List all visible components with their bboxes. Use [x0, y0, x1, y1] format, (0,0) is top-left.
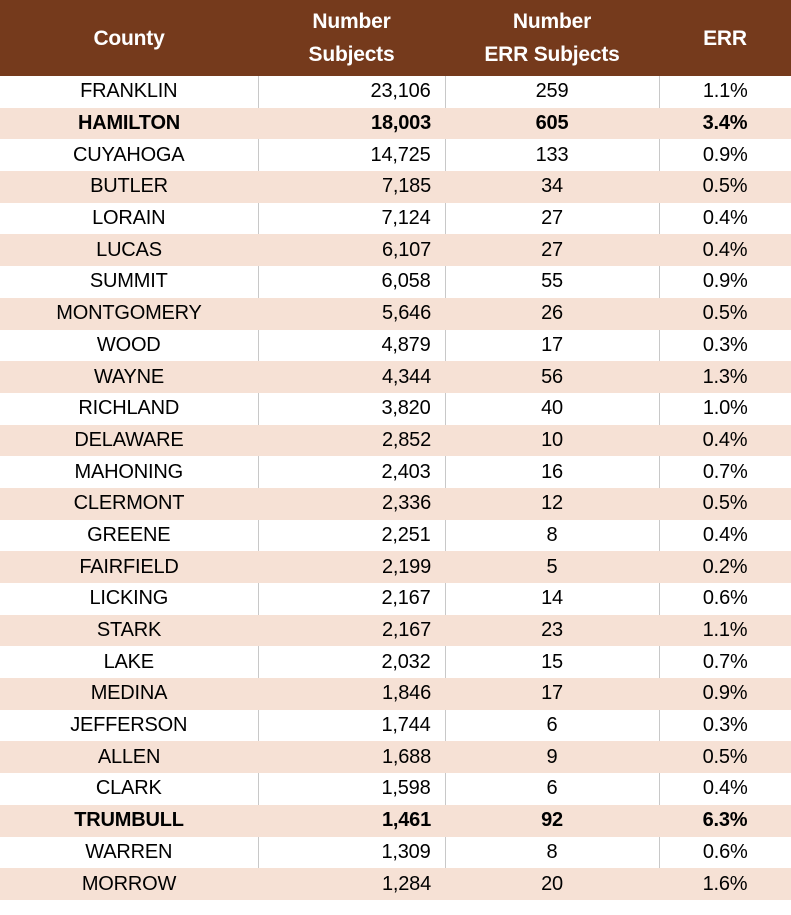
cell-number-err-subjects: 605: [445, 108, 659, 140]
cell-number-subjects: 7,185: [258, 171, 445, 203]
cell-county: MAHONING: [0, 456, 258, 488]
cell-county: GREENE: [0, 520, 258, 552]
table-body: [0, 76, 791, 900]
cell-number-err-subjects: 6: [445, 773, 659, 805]
cell-county: SUMMIT: [0, 266, 258, 298]
table-row: [0, 837, 791, 869]
cell-county: CUYAHOGA: [0, 139, 258, 171]
table-row: [0, 615, 791, 647]
cell-number-err-subjects: 14: [445, 583, 659, 615]
cell-err: 0.7%: [659, 646, 791, 678]
cell-err: 6.3%: [659, 805, 791, 837]
cell-county: MORROW: [0, 868, 258, 900]
cell-number-err-subjects: 23: [445, 615, 659, 647]
cell-number-err-subjects: 16: [445, 456, 659, 488]
table-row: [0, 266, 791, 298]
cell-county: HAMILTON: [0, 108, 258, 140]
table-row: [0, 330, 791, 362]
cell-number-subjects: 6,107: [258, 234, 445, 266]
cell-number-err-subjects: 27: [445, 203, 659, 235]
cell-err: 1.1%: [659, 615, 791, 647]
cell-number-err-subjects: 133: [445, 139, 659, 171]
cell-err: 0.4%: [659, 773, 791, 805]
cell-err: 0.6%: [659, 583, 791, 615]
table-row: [0, 741, 791, 773]
cell-county: MONTGOMERY: [0, 298, 258, 330]
cell-county: FRANKLIN: [0, 76, 258, 108]
cell-county: STARK: [0, 615, 258, 647]
cell-county: LICKING: [0, 583, 258, 615]
cell-number-subjects: 1,461: [258, 805, 445, 837]
cell-number-subjects: 1,309: [258, 837, 445, 869]
cell-err: 0.4%: [659, 520, 791, 552]
cell-err: 0.6%: [659, 837, 791, 869]
table-row: [0, 456, 791, 488]
cell-number-subjects: 2,167: [258, 583, 445, 615]
cell-number-subjects: 7,124: [258, 203, 445, 235]
table-row: [0, 551, 791, 583]
cell-number-err-subjects: 15: [445, 646, 659, 678]
cell-number-err-subjects: 27: [445, 234, 659, 266]
cell-number-subjects: 14,725: [258, 139, 445, 171]
table-row: [0, 520, 791, 552]
header-line: ERR Subjects: [484, 43, 620, 66]
cell-number-subjects: 2,852: [258, 425, 445, 457]
cell-number-subjects: 1,598: [258, 773, 445, 805]
cell-county: MEDINA: [0, 678, 258, 710]
table-row: [0, 139, 791, 171]
cell-number-err-subjects: 17: [445, 678, 659, 710]
cell-number-err-subjects: 9: [445, 741, 659, 773]
cell-err: 0.4%: [659, 234, 791, 266]
cell-err: 0.4%: [659, 425, 791, 457]
cell-number-subjects: 1,284: [258, 868, 445, 900]
cell-number-subjects: 3,820: [258, 393, 445, 425]
cell-number-subjects: 2,199: [258, 551, 445, 583]
cell-err: 1.0%: [659, 393, 791, 425]
header-line: County: [93, 26, 165, 50]
cell-county: WAYNE: [0, 361, 258, 393]
cell-number-err-subjects: 26: [445, 298, 659, 330]
cell-err: 0.5%: [659, 741, 791, 773]
cell-county: CLERMONT: [0, 488, 258, 520]
table-row: [0, 773, 791, 805]
header-line: ERR: [703, 26, 747, 50]
cell-county: RICHLAND: [0, 393, 258, 425]
cell-number-subjects: 2,167: [258, 615, 445, 647]
cell-err: 0.4%: [659, 203, 791, 235]
cell-county: TRUMBULL: [0, 805, 258, 837]
cell-err: 0.5%: [659, 171, 791, 203]
cell-err: 1.3%: [659, 361, 791, 393]
cell-err: 0.3%: [659, 710, 791, 742]
cell-number-subjects: 6,058: [258, 266, 445, 298]
table-row: [0, 108, 791, 140]
column-header-number-subjects: [258, 0, 445, 76]
cell-county: LUCAS: [0, 234, 258, 266]
cell-number-subjects: 1,688: [258, 741, 445, 773]
cell-number-subjects: 18,003: [258, 108, 445, 140]
cell-number-subjects: 1,846: [258, 678, 445, 710]
table-row: [0, 646, 791, 678]
table-row: [0, 361, 791, 393]
column-header-number-err-subjects: [445, 0, 659, 76]
cell-err: 0.9%: [659, 139, 791, 171]
header-line: Number: [312, 10, 391, 33]
cell-number-err-subjects: 56: [445, 361, 659, 393]
table-row: [0, 805, 791, 837]
cell-county: WOOD: [0, 330, 258, 362]
cell-err: 0.5%: [659, 488, 791, 520]
cell-err: 3.4%: [659, 108, 791, 140]
cell-number-err-subjects: 55: [445, 266, 659, 298]
table-row: [0, 203, 791, 235]
cell-err: 0.7%: [659, 456, 791, 488]
table-row: [0, 76, 791, 108]
cell-county: CLARK: [0, 773, 258, 805]
cell-err: 0.3%: [659, 330, 791, 362]
cell-number-err-subjects: 6: [445, 710, 659, 742]
cell-err: 0.9%: [659, 678, 791, 710]
cell-err: 0.2%: [659, 551, 791, 583]
cell-number-err-subjects: 8: [445, 520, 659, 552]
cell-number-subjects: 2,251: [258, 520, 445, 552]
table-row: [0, 710, 791, 742]
cell-county: WARREN: [0, 837, 258, 869]
table-row: [0, 488, 791, 520]
table-row: [0, 234, 791, 266]
cell-county: ALLEN: [0, 741, 258, 773]
cell-county: LAKE: [0, 646, 258, 678]
table-header: [0, 0, 791, 76]
cell-number-subjects: 23,106: [258, 76, 445, 108]
cell-number-err-subjects: 8: [445, 837, 659, 869]
cell-number-err-subjects: 259: [445, 76, 659, 108]
cell-county: JEFFERSON: [0, 710, 258, 742]
cell-number-subjects: 4,344: [258, 361, 445, 393]
table-row: [0, 171, 791, 203]
cell-number-subjects: 1,744: [258, 710, 445, 742]
header-line: Subjects: [308, 43, 395, 66]
header-row: [0, 0, 791, 76]
cell-number-subjects: 2,032: [258, 646, 445, 678]
cell-number-err-subjects: 20: [445, 868, 659, 900]
cell-number-err-subjects: 10: [445, 425, 659, 457]
table-row: [0, 583, 791, 615]
table-row: [0, 393, 791, 425]
table-row: [0, 425, 791, 457]
cell-number-err-subjects: 12: [445, 488, 659, 520]
cell-number-err-subjects: 92: [445, 805, 659, 837]
cell-err: 1.1%: [659, 76, 791, 108]
column-header-county: [0, 0, 258, 76]
cell-county: DELAWARE: [0, 425, 258, 457]
cell-number-err-subjects: 40: [445, 393, 659, 425]
table-row: [0, 868, 791, 900]
cell-county: LORAIN: [0, 203, 258, 235]
cell-number-subjects: 2,336: [258, 488, 445, 520]
cell-err: 1.6%: [659, 868, 791, 900]
table-row: [0, 298, 791, 330]
cell-number-subjects: 5,646: [258, 298, 445, 330]
cell-number-subjects: 4,879: [258, 330, 445, 362]
cell-number-err-subjects: 34: [445, 171, 659, 203]
cell-number-err-subjects: 17: [445, 330, 659, 362]
cell-county: FAIRFIELD: [0, 551, 258, 583]
table-row: [0, 678, 791, 710]
cell-number-subjects: 2,403: [258, 456, 445, 488]
cell-err: 0.9%: [659, 266, 791, 298]
cell-county: BUTLER: [0, 171, 258, 203]
column-header-err: [659, 0, 791, 76]
header-line: Number: [512, 10, 592, 33]
cell-number-err-subjects: 5: [445, 551, 659, 583]
cell-err: 0.5%: [659, 298, 791, 330]
